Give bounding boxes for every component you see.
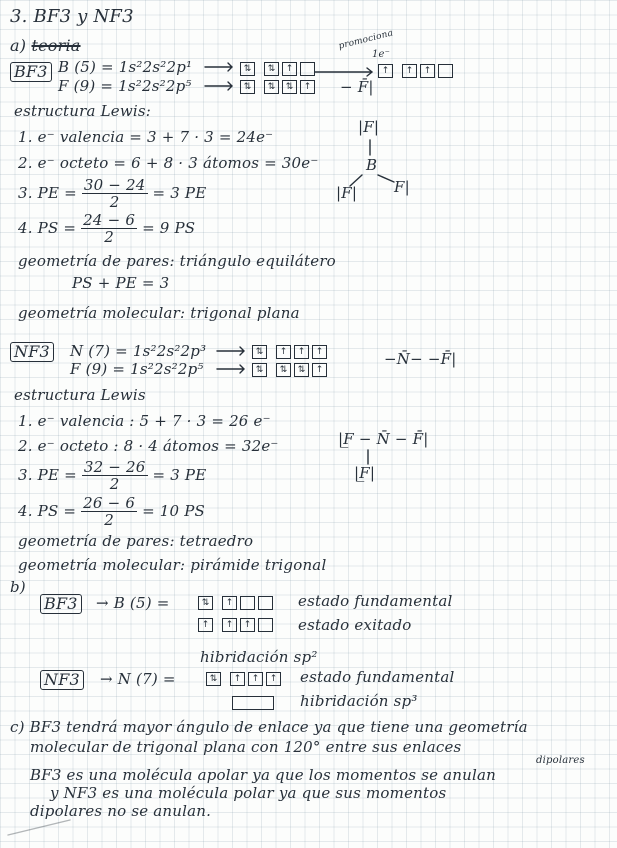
b-nf3-hybrid: hibridación sp³ — [300, 692, 418, 710]
fraction: $\frac{26 - 6}{2}$ — [83, 494, 136, 529]
arrow-right-icon — [217, 347, 244, 355]
bf3-f-orbitals — [240, 80, 315, 94]
orbital-box: ⇅ — [282, 80, 297, 94]
orbital-box: ⇅ — [252, 363, 267, 377]
scribble-line — [8, 820, 70, 835]
nf3-label-box: NF3 — [10, 342, 54, 362]
orbital-box: ↑ — [276, 345, 291, 359]
orbital-box: ↑ — [248, 672, 263, 686]
orbital-box: ↑ — [420, 64, 435, 78]
b-bf3-hybrid: hibridación sp² — [200, 648, 318, 666]
nf3-lewis-bottom: |F̲| — [354, 464, 376, 482]
bf3-config-f: F (9) = 1s²2s²2p⁵ — [58, 77, 192, 95]
orbital-box: ⇅ — [198, 596, 213, 610]
arrow-right-icon — [315, 68, 372, 76]
orbital-box: ↑ — [402, 64, 417, 78]
nf3-f-orbitals — [252, 363, 327, 377]
nf3-lewis-title: estructura Lewis — [14, 386, 146, 404]
nf3-step-1: 1. e⁻ valencia : 5 + 7 · 3 = 26 e⁻ — [18, 412, 271, 430]
b-bf3-excited-label: estado exitado — [298, 616, 412, 634]
orbital-box — [438, 64, 453, 78]
orbital-box — [232, 696, 274, 710]
b-bf3-ground-label: estado fundamental — [298, 592, 453, 610]
orbital-box: ⇅ — [240, 80, 255, 94]
orbital-box: ↑ — [312, 363, 327, 377]
bf3-b-orbitals — [240, 62, 315, 76]
bf3-pairs-sum: PS + PE = 3 — [72, 274, 170, 292]
bf3-lewis-f-top: |F| — [358, 118, 380, 136]
bf3-f-fragment: − F̄| — [340, 78, 374, 96]
arrow-right-icon — [217, 365, 244, 373]
fraction: $\frac{32 - 26}{2}$ — [83, 458, 146, 493]
b-bf3-ground-orbitals — [198, 596, 273, 610]
b-bf3-arrow: → B (5) = — [96, 594, 170, 612]
orbital-box: ⇅ — [264, 62, 279, 76]
bf3-config-b: B (5) = 1s²2s²2p¹ — [58, 58, 193, 76]
arrow-right-icon — [205, 82, 232, 90]
promotion-note-electron: 1e⁻ — [372, 49, 391, 60]
orbital-box: ⇅ — [264, 80, 279, 94]
orbital-box: ↑ — [240, 618, 255, 632]
orbital-box — [300, 62, 315, 76]
orbital-box: ↑ — [378, 64, 393, 78]
bf3-step-3: 3. PE = $\frac{30 - 24}{2}$ = 3 PE — [18, 176, 207, 211]
nf3-lewis-line: |F̲ − N̄ − F̄| — [338, 430, 429, 448]
nf3-n-orbitals — [252, 345, 327, 359]
orbital-box: ⇅ — [294, 363, 309, 377]
part-b-label: b) — [10, 578, 26, 596]
nf3-geometry-pairs: geometría de pares: tetraedro — [18, 532, 254, 550]
c-line-1: c) BF3 tendrá mayor ángulo de enlace ya que tiene una geometría — [10, 718, 528, 736]
c-line-4: y NF3 es una molécula polar ya que sus momentos — [50, 784, 447, 802]
orbital-box: ↑ — [300, 80, 315, 94]
fraction: $\frac{30 - 24}{2}$ — [83, 176, 146, 211]
orbital-box: ↑ — [282, 62, 297, 76]
b-nf3-hybrid-orbitals — [232, 696, 274, 710]
orbital-box: ↑ — [312, 345, 327, 359]
orbital-box: ⇅ — [240, 62, 255, 76]
nf3-step-3: 3. PE = $\frac{32 - 26}{2}$ = 3 PE — [18, 458, 207, 493]
c-line-3: BF3 es una molécula apolar ya que los momentos se anulan — [30, 766, 497, 784]
fraction: $\frac{24 - 6}{2}$ — [83, 211, 136, 246]
bf3-step-4: 4. PS = $\frac{24 - 6}{2}$ = 9 PS — [18, 211, 196, 246]
orbital-box: ⇅ — [276, 363, 291, 377]
nf3-side-formula: −N̄− −F̄| — [384, 350, 457, 368]
promotion-note: promociona — [337, 28, 395, 52]
bf3-geometry-molecular: geometría molecular: trigonal plana — [18, 304, 300, 322]
struck-word: teoria — [31, 36, 81, 55]
b-bf3-excited-orbitals — [198, 618, 273, 632]
orbital-box — [240, 596, 255, 610]
bf3-step-2: 2. e⁻ octeto = 6 + 8 · 3 átomos = 30e⁻ — [18, 154, 319, 172]
exercise-title: 3. BF3 y NF3 — [10, 6, 134, 27]
orbital-box: ⇅ — [206, 672, 221, 686]
part-a-label: a) teoria — [10, 36, 81, 55]
b-nf3-ground-orbitals — [206, 672, 281, 686]
orbital-box: ↑ — [230, 672, 245, 686]
bf3-promoted-orbitals — [378, 64, 453, 78]
b-nf3-ground-label: estado fundamental — [300, 668, 455, 686]
orbital-box: ↑ — [222, 596, 237, 610]
bf3-lewis-b: B — [366, 156, 378, 174]
c-line-5: dipolares no se anulan. — [30, 802, 212, 820]
orbital-box: ↑ — [198, 618, 213, 632]
bf3-geometry-pairs: geometría de pares: triángulo equilátero — [18, 252, 336, 270]
nf3-step-2: 2. e⁻ octeto : 8 · 4 átomos = 32e⁻ — [18, 437, 279, 455]
orbital-box — [258, 596, 273, 610]
c-note-dipolares: dipolares — [536, 755, 585, 766]
orbital-box: ↑ — [222, 618, 237, 632]
arrow-right-icon — [205, 63, 232, 71]
b-nf3-arrow: → N (7) = — [100, 670, 176, 688]
b-bf3-label-box: BF3 — [40, 594, 82, 614]
nf3-config-f: F (9) = 1s²2s²2p⁵ — [70, 360, 204, 378]
bf3-label-box: BF3 — [10, 62, 52, 82]
b-nf3-label-box: NF3 — [40, 670, 84, 690]
bf3-lewis-f-left: |F| — [336, 184, 358, 202]
bf3-lewis-f-right: F| — [394, 178, 410, 196]
nf3-config-n: N (7) = 1s²2s²2p³ — [70, 342, 207, 360]
orbital-box: ⇅ — [252, 345, 267, 359]
nf3-geometry-molecular: geometría molecular: pirámide trigonal — [18, 556, 327, 574]
bond-line — [378, 175, 394, 182]
bf3-lewis-title: estructura Lewis: — [14, 102, 152, 120]
nf3-step-4: 4. PS = $\frac{26 - 6}{2}$ = 10 PS — [18, 494, 206, 529]
bf3-step-1: 1. e⁻ valencia = 3 + 7 · 3 = 24e⁻ — [18, 128, 274, 146]
orbital-box — [258, 618, 273, 632]
orbital-box: ↑ — [294, 345, 309, 359]
c-line-2: molecular de trigonal plana con 120° entre sus enlaces — [30, 738, 462, 756]
orbital-box: ↑ — [266, 672, 281, 686]
